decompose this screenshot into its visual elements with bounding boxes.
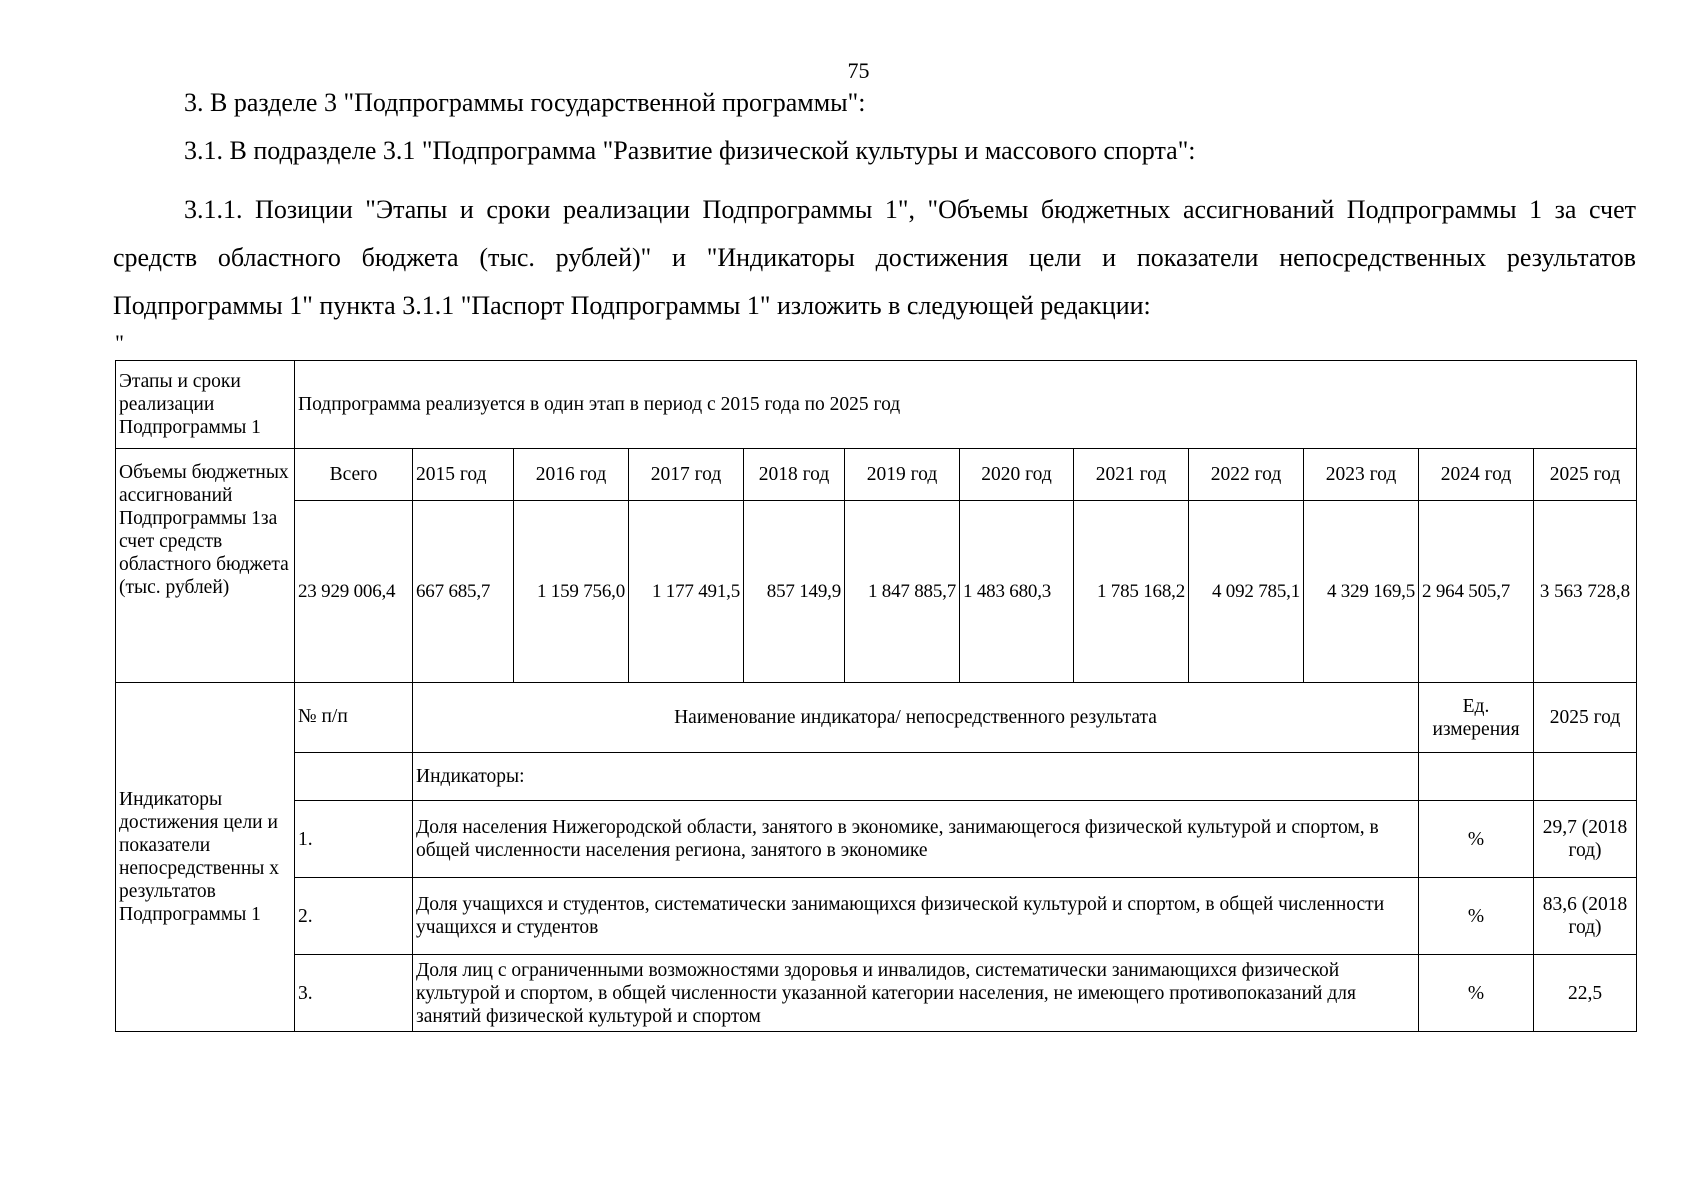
budget-header-2020: 2020 год [960,449,1074,501]
indicator-row [116,878,1637,955]
indicator-num: 3. [295,955,413,1032]
budget-value-2021: 1 785 168,2 [1074,501,1189,683]
indicator-value: 29,7 (2018 год) [1534,801,1637,878]
budget-header-2024: 2024 год [1419,449,1534,501]
page-number: 75 [847,58,870,83]
indicators-header-year: 2025 год [1534,683,1637,753]
indicator-num: 2. [295,878,413,955]
budget-label: Объемы бюджетных ассигнований Подпрограммы 1за счет средств областного бюджета (тыс. рублей) [116,449,295,683]
budget-value-2018: 857 149,9 [744,501,845,683]
budget-value-2020: 1 483 680,3 [960,501,1074,683]
indicator-name: Доля учащихся и студентов, систематически занимающихся физической культурой и спортом, в общей численности учащихся и студентов [413,878,1419,955]
opening-quote-mark: " [115,330,124,355]
budget-value-total: 23 929 006,4 [295,501,413,683]
indicators-header-num: № п/п [295,683,413,753]
budget-value-2023: 4 329 169,5 [1304,501,1419,683]
budget-value-2015: 667 685,7 [413,501,514,683]
budget-header-total: Всего [295,449,413,501]
budget-header-2015: 2015 год [413,449,514,501]
budget-value-2025: 3 563 728,8 [1534,501,1637,683]
stages-row [116,361,1637,449]
budget-value-2019: 1 847 885,7 [845,501,960,683]
indicators-section-unit-empty [1419,753,1534,801]
budget-header-2022: 2022 год [1189,449,1304,501]
indicator-unit: % [1419,878,1534,955]
indicator-name: Доля лиц с ограниченными возможностями здоровья и инвалидов, систематически занимающихся физической культурой и спортом, в общей численности указанной категории населения, не имеющего противопоказаний для занятий физической культурой и спортом [413,955,1419,1032]
budget-header-2025: 2025 год [1534,449,1637,501]
indicators-section-num-empty [295,753,413,801]
indicator-row [116,955,1637,1032]
budget-header-2016: 2016 год [514,449,629,501]
indicators-header-name: Наименование индикатора/ непосредственного результата [413,683,1419,753]
indicator-value: 22,5 [1534,955,1637,1032]
paragraph-subsection-3-1: 3.1. В подразделе 3.1 "Подпрограмма "Развитие физической культуры и массового спорта": [184,136,1196,165]
budget-values-row [116,501,1637,683]
stages-text: Подпрограмма реализуется в один этап в период с 2015 года по 2025 год [295,361,1637,449]
indicator-name: Доля населения Нижегородской области, занятого в экономике, занимающегося физической культурой и спортом, в общей численности населения региона, занятого в экономике [413,801,1419,878]
indicators-section-year-empty [1534,753,1637,801]
budget-header-2021: 2021 год [1074,449,1189,501]
indicators-label: Индикаторы достижения цели и показатели непосредственны х результатов Подпрограммы 1 [116,683,295,1032]
budget-value-2017: 1 177 491,5 [629,501,744,683]
indicator-value: 83,6 (2018 год) [1534,878,1637,955]
paragraph-item-3-1-1: 3.1.1. Позиции "Этапы и сроки реализации Подпрограммы 1", "Объемы бюджетных ассигнований Подпрограммы 1 за счет средств областного бюджета (тыс. рублей)" и "Индикаторы достижения цели и показатели непосредственных результатов Подпрограммы 1" пункта 3.1.1 "Паспорт Подпрограммы 1" изложить в следующей редакции: [113,195,1636,320]
indicator-num: 1. [295,801,413,878]
budget-value-2016: 1 159 756,0 [514,501,629,683]
budget-header-2018: 2018 год [744,449,845,501]
budget-value-2022: 4 092 785,1 [1189,501,1304,683]
budget-value-2024: 2 964 505,7 [1419,501,1534,683]
passport-table [115,360,1637,1032]
budget-header-2023: 2023 год [1304,449,1419,501]
stages-label: Этапы и сроки реализации Подпрограммы 1 [116,361,295,449]
indicators-header-unit: Ед. измерения [1419,683,1534,753]
indicator-unit: % [1419,955,1534,1032]
budget-header-2017: 2017 год [629,449,744,501]
indicators-section-row [116,753,1637,801]
budget-header-2019: 2019 год [845,449,960,501]
indicator-row [116,801,1637,878]
paragraph-section-3: 3. В разделе 3 "Подпрограммы государственной программы": [184,88,866,117]
indicator-unit: % [1419,801,1534,878]
indicators-header-row [116,683,1637,753]
indicators-section-title: Индикаторы: [413,753,1419,801]
budget-header-row [116,449,1637,501]
